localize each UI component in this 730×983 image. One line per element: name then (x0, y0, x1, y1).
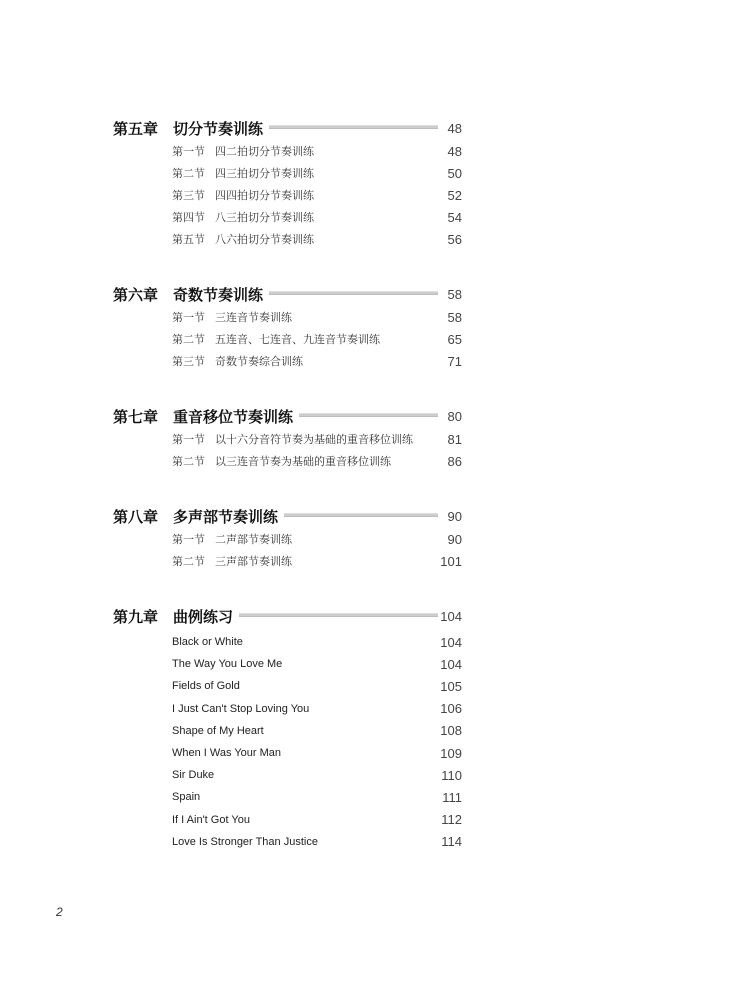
song-entry (172, 764, 462, 786)
song-title: Sir Duke (172, 769, 215, 782)
chapter-page-number: 48 (447, 120, 462, 136)
chapter-heading (113, 116, 462, 140)
section-label: 第二节 (172, 455, 205, 468)
chapter-leader-bar (269, 291, 438, 295)
chapter-heading (113, 404, 462, 428)
chapter-9 (113, 604, 462, 853)
chapter-title: 切分节奏训练 (173, 119, 264, 138)
section-label: 第一节 (172, 145, 205, 158)
chapter-page-number: 104 (440, 608, 462, 624)
chapter-leader-bar (284, 513, 438, 517)
song-title: Spain (172, 791, 201, 804)
section-entry (172, 350, 462, 372)
section-label: 第二节 (172, 555, 205, 568)
section-page-number: 50 (447, 165, 462, 181)
section-page-number: 54 (447, 209, 462, 225)
chapter-8 (113, 504, 462, 572)
section-entry (172, 306, 462, 328)
chapter-heading (113, 504, 462, 528)
section-title: 二声部节奏训练 (215, 533, 292, 546)
chapter-leader-bar (299, 413, 438, 417)
song-entry (172, 786, 462, 808)
section-label: 第三节 (172, 355, 205, 368)
section-entry (172, 450, 462, 472)
song-page-number: 109 (440, 745, 462, 761)
song-page-number: 112 (441, 812, 462, 828)
table-of-contents (113, 116, 462, 853)
section-title: 四四拍切分节奏训练 (215, 189, 314, 202)
section-page-number: 58 (447, 309, 462, 325)
chapter-title: 重音移位节奏训练 (173, 407, 294, 426)
chapter-label: 第七章 (113, 407, 159, 426)
song-title: Black or White (172, 636, 243, 649)
section-page-number: 52 (447, 187, 462, 203)
chapter-label: 第九章 (113, 607, 159, 626)
section-entry (172, 206, 462, 228)
section-entry (172, 528, 462, 550)
section-label: 第四节 (172, 211, 205, 224)
chapter-page-number: 80 (447, 408, 462, 424)
section-page-number: 65 (447, 331, 462, 347)
song-title: Shape of My Heart (172, 724, 264, 737)
chapter-heading (113, 604, 462, 628)
section-title: 以三连音节奏为基础的重音移位训练 (215, 455, 391, 468)
section-title: 八六拍切分节奏训练 (215, 233, 314, 246)
chapter-title: 曲例练习 (173, 607, 234, 626)
section-page-number: 71 (447, 353, 462, 369)
section-page-number: 48 (447, 143, 462, 159)
section-title: 四三拍切分节奏训练 (215, 167, 314, 180)
section-entry (172, 140, 462, 162)
song-title: Fields of Gold (172, 680, 240, 693)
chapter-7 (113, 404, 462, 472)
song-entry (172, 831, 462, 853)
song-entry (172, 809, 462, 831)
chapter-label: 第六章 (113, 285, 159, 304)
song-page-number: 111 (442, 789, 462, 805)
page-number: 2 (56, 905, 63, 919)
section-page-number: 90 (447, 531, 462, 547)
section-entry (172, 162, 462, 184)
song-title: When I Was Your Man (172, 747, 282, 760)
section-entry (172, 428, 462, 450)
chapter-6 (113, 282, 462, 372)
song-entry (172, 720, 462, 742)
section-label: 第五节 (172, 233, 205, 246)
section-title: 五连音、七连音、九连音节奏训练 (215, 333, 380, 346)
song-page-number: 114 (441, 834, 462, 850)
song-entry (172, 698, 462, 720)
chapter-5 (113, 116, 462, 250)
song-page-number: 106 (440, 701, 462, 717)
section-entry (172, 328, 462, 350)
chapter-label: 第八章 (113, 507, 159, 526)
chapter-page-number: 90 (447, 508, 462, 524)
song-title: Love Is Stronger Than Justice (172, 835, 318, 848)
song-list (113, 628, 462, 853)
section-label: 第二节 (172, 333, 205, 346)
section-entry (172, 228, 462, 250)
song-page-number: 104 (440, 634, 462, 650)
song-page-number: 110 (441, 767, 462, 783)
song-title: If I Ain't Got You (172, 813, 250, 826)
chapter-heading (113, 282, 462, 306)
section-page-number: 101 (440, 553, 462, 569)
section-title: 八三拍切分节奏训练 (215, 211, 314, 224)
section-label: 第二节 (172, 167, 205, 180)
section-entry (172, 184, 462, 206)
chapter-title: 多声部节奏训练 (173, 507, 279, 526)
section-title: 奇数节奏综合训练 (215, 355, 303, 368)
song-page-number: 108 (440, 723, 462, 739)
song-title: I Just Can't Stop Loving You (172, 702, 310, 715)
section-title: 四二拍切分节奏训练 (215, 145, 314, 158)
section-label: 第一节 (172, 433, 205, 446)
section-label: 第一节 (172, 533, 205, 546)
section-entry (172, 550, 462, 572)
song-title: The Way You Love Me (172, 658, 283, 671)
song-page-number: 105 (440, 678, 462, 694)
section-title: 三声部节奏训练 (215, 555, 292, 568)
section-title: 以十六分音符节奏为基础的重音移位训练 (215, 433, 413, 446)
song-entry (172, 653, 462, 675)
section-label: 第三节 (172, 189, 205, 202)
song-entry (172, 742, 462, 764)
section-label: 第一节 (172, 311, 205, 324)
section-title: 三连音节奏训练 (215, 311, 292, 324)
song-page-number: 104 (440, 656, 462, 672)
chapter-label: 第五章 (113, 119, 159, 138)
section-page-number: 56 (447, 231, 462, 247)
chapter-leader-bar (239, 613, 438, 617)
song-entry (172, 675, 462, 697)
chapter-title: 奇数节奏训练 (173, 285, 264, 304)
chapter-page-number: 58 (447, 286, 462, 302)
song-entry (172, 631, 462, 653)
chapter-leader-bar (269, 125, 438, 129)
section-page-number: 81 (447, 431, 462, 447)
section-page-number: 86 (447, 453, 462, 469)
